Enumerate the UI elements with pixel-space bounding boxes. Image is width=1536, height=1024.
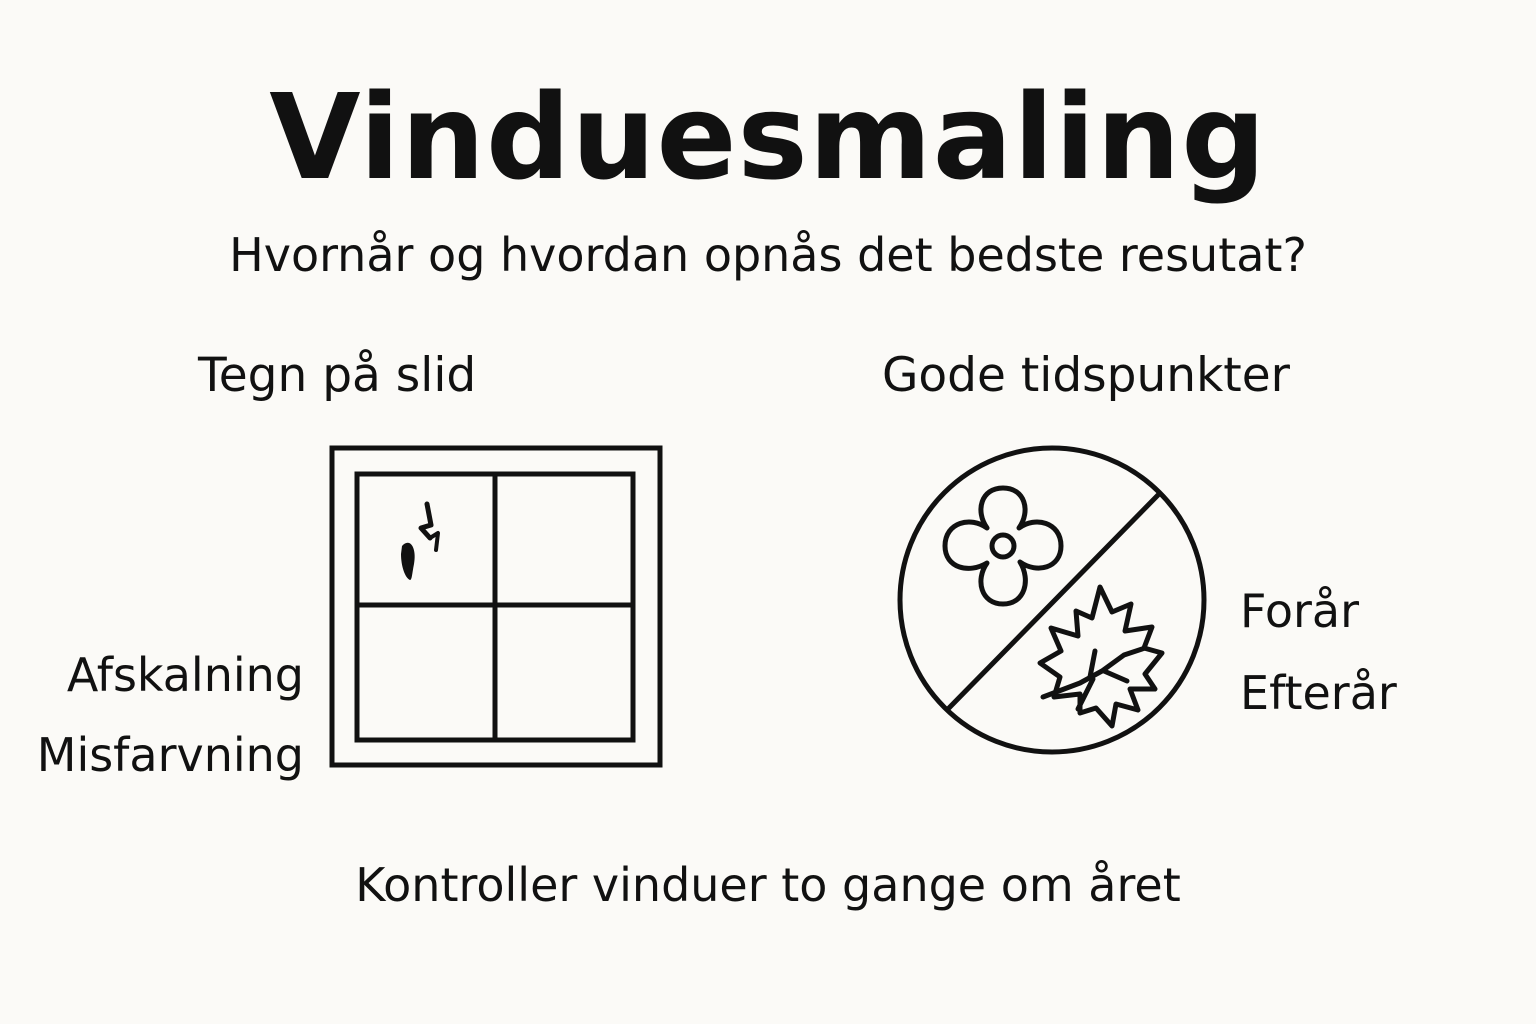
peeling-label: Afskalning bbox=[66, 648, 304, 702]
wear-signs-heading: Tegn på slid bbox=[198, 348, 477, 403]
season-icon bbox=[890, 440, 1216, 766]
maple-leaf-icon bbox=[1040, 587, 1162, 726]
flower-icon bbox=[945, 488, 1061, 604]
inspection-reminder: Kontroller vinduer to gange om året bbox=[355, 858, 1181, 912]
paint-crack-mark-icon bbox=[421, 504, 431, 538]
discoloration-label: Misfarvning bbox=[36, 728, 304, 782]
page-title: Vinduesmaling bbox=[269, 68, 1267, 206]
window-wear-icon bbox=[326, 442, 666, 772]
good-times-heading: Gode tidspunkter bbox=[882, 348, 1290, 403]
paint-crack-mark-icon-2 bbox=[430, 533, 438, 550]
paint-peel-mark-icon bbox=[401, 543, 415, 580]
autumn-label: Efterår bbox=[1240, 666, 1397, 720]
page-subtitle: Hvornår og hvordan opnås det bedste resutat? bbox=[229, 228, 1307, 282]
spring-label: Forår bbox=[1240, 584, 1359, 638]
